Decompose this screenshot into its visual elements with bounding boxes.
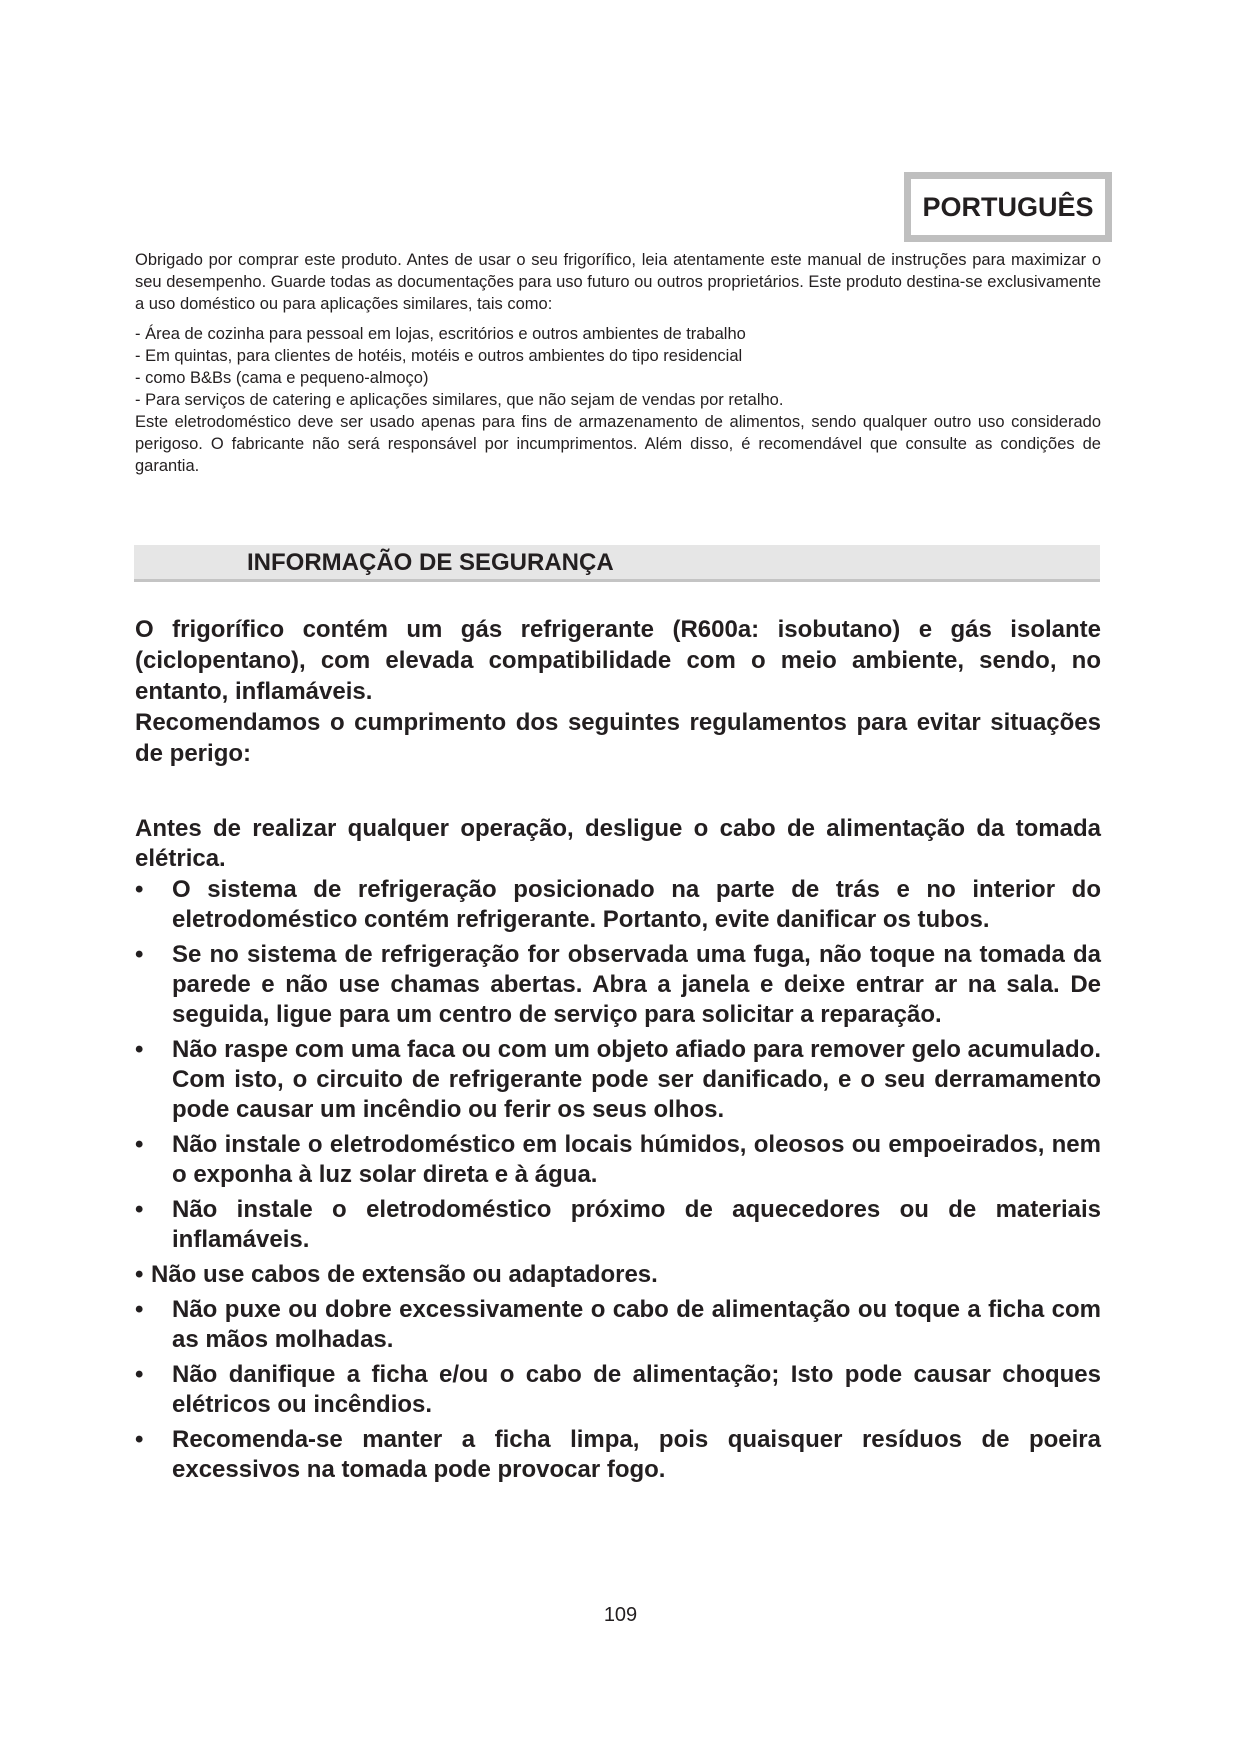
safety-item-text: Não instale o eletrodoméstico em locais húmidos, oleosos ou empoeirados, nem o exponha à luz solar direta e à água. — [172, 1131, 1101, 1188]
safety-item-text: Recomenda-se manter a ficha limpa, pois quaisquer resíduos de poeira excessivos na tomada pode provocar fogo. — [172, 1426, 1101, 1483]
refrigerant-warning-text: O frigorífico contém um gás refrigerante (R600a: isobutano) e gás isolante (ciclopentano), com elevada compatibilidade com o meio ambiente, sendo, no entanto, inflamáveis. — [135, 616, 1101, 705]
safety-instructions — [135, 814, 1101, 1490]
safety-list-item — [135, 1130, 1101, 1190]
intro-list-item: - como B&Bs (cama e pequeno-almoço) — [135, 369, 429, 387]
bullet-icon: • — [135, 1261, 144, 1288]
safety-item-text: Se no sistema de refrigeração for observada uma fuga, não toque na tomada da parede e não use chamas abertas. Abra a janela e deixe entrar ar na sala. De seguida, ligue para um centro de serviço para solicitar a reparação. — [172, 941, 1101, 1028]
safety-list-item — [135, 1295, 1101, 1355]
safety-list-item — [135, 1035, 1101, 1125]
refrigerant-warning — [135, 614, 1101, 769]
safety-list-item — [135, 1425, 1101, 1485]
recommendation-text: Recomendamos o cumprimento dos seguintes regulamentos para evitar situações de perigo: — [135, 709, 1101, 767]
intro-list-item: - Área de cozinha para pessoal em lojas, escritórios e outros ambientes de trabalho — [135, 325, 746, 343]
safety-item-text: Não danifique a ficha e/ou o cabo de alimentação; Isto pode causar choques elétricos ou incêndios. — [172, 1361, 1101, 1418]
bullet-icon: • — [135, 941, 144, 968]
intro-paragraph: Obrigado por comprar este produto. Antes de usar o seu frigorífico, leia atentamente este manual de instruções para maximizar o seu desempenho. Guarde todas as documentações para uso futuro ou outros proprietários. Este produto destina-se exclusivamente a uso doméstico ou para aplicações similares, tais como: — [135, 251, 1101, 313]
bullet-icon: • — [135, 1296, 144, 1323]
safety-item-text: O sistema de refrigeração posicionado na parte de trás e no interior do eletrodoméstico contém refrigerante. Portanto, evite danificar os tubos. — [172, 876, 1101, 933]
safety-section-header — [134, 545, 1100, 582]
bullet-icon: • — [135, 1361, 144, 1388]
safety-list-item — [135, 940, 1101, 1030]
unplug-instruction: Antes de realizar qualquer operação, desligue o cabo de alimentação da tomada elétrica. — [135, 815, 1101, 872]
intro-list-item: - Para serviços de catering e aplicações similares, que não sejam de vendas por retalho. — [135, 391, 784, 409]
page-number: 109 — [603, 1604, 638, 1626]
bullet-icon: • — [135, 1196, 144, 1223]
safety-list-item — [135, 1260, 1101, 1290]
safety-item-text: Não instale o eletrodoméstico próximo de aquecedores ou de materiais inflamáveis. — [172, 1196, 1101, 1253]
safety-list — [135, 875, 1101, 1485]
bullet-icon: • — [135, 876, 144, 903]
safety-item-text: Não raspe com uma faca ou com um objeto afiado para remover gelo acumulado. Com isto, o circuito de refrigerante pode ser danificado, e o seu derramamento pode causar um incêndio ou ferir os seus olhos. — [172, 1036, 1101, 1123]
usage-disclaimer-paragraph: Este eletrodoméstico deve ser usado apenas para fins de armazenamento de alimentos, sendo qualquer outro uso considerado perigoso. O fabricante não será responsável por incumprimentos. Além disso, é recomendável que consulte as condições de garantia. — [135, 413, 1101, 475]
section-title: INFORMAÇÃO DE SEGURANÇA — [247, 549, 614, 576]
safety-item-text: Não puxe ou dobre excessivamente o cabo de alimentação ou toque a ficha com as mãos molhadas. — [172, 1296, 1101, 1353]
bullet-icon: • — [135, 1036, 144, 1063]
language-badge: PORTUGUÊS — [904, 172, 1112, 242]
intro-list-item: - Em quintas, para clientes de hotéis, motéis e outros ambientes do tipo residencial — [135, 347, 743, 365]
intro-usage-list — [135, 323, 1101, 411]
safety-list-item — [135, 1195, 1101, 1255]
intro-section — [135, 249, 1101, 477]
bullet-icon: • — [135, 1426, 144, 1453]
bullet-icon: • — [135, 1131, 144, 1158]
safety-list-item — [135, 875, 1101, 935]
safety-item-text: Não use cabos de extensão ou adaptadores. — [151, 1261, 658, 1288]
safety-list-item — [135, 1360, 1101, 1420]
